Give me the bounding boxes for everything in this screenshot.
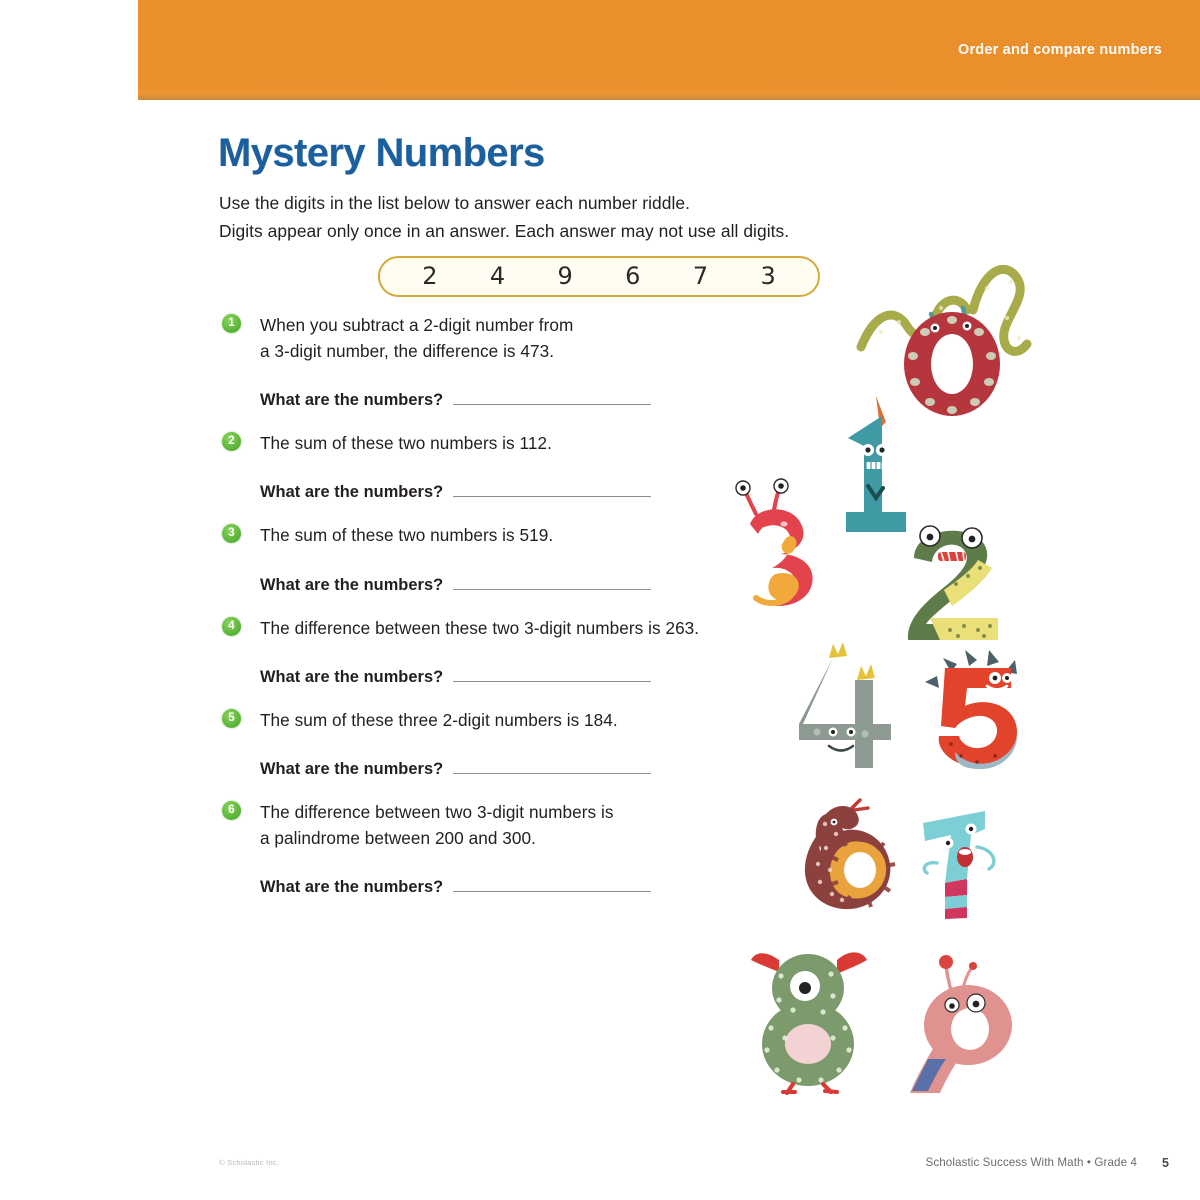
question-text [260,799,742,851]
question-text [260,522,742,548]
footer-copyright: © Scholastic Inc. [219,1158,280,1167]
footer-series-title: Scholastic Success With Math • Grade 4 [925,1156,1137,1169]
question-number-badge: 5 [222,709,241,728]
answer-blank-line[interactable] [453,680,651,682]
answer-prompt-label: What are the numbers? [260,575,444,594]
question-item [222,615,742,687]
page-title: Mystery Numbers [218,131,545,175]
five-monster-illustration [925,648,1035,778]
question-line: The difference between these two 3-digit numbers is 263. [260,617,700,638]
answer-blank-line[interactable] [453,588,651,590]
question-line: a 3-digit number, the difference is 473. [260,341,555,362]
footer-page-number: 5 [1162,1156,1169,1170]
answer-prompt-label: What are the numbers? [260,483,444,502]
header-category-label: Order and compare numbers [957,42,1162,58]
instruction-line-2: Digits appear only once in an answer. Each answer may not use all digits. [219,221,790,242]
answer-prompt-label: What are the numbers? [260,667,444,686]
question-number-badge: 4 [222,617,241,636]
answer-prompt-label: What are the numbers? [260,759,444,778]
question-text [260,312,742,364]
answer-blank-line[interactable] [453,772,651,774]
two-monster-icon [900,518,1015,643]
seven-monster-icon [915,805,1015,920]
question-line: a palindrome between 200 and 300. [260,827,536,848]
digit-item: 3 [760,261,776,290]
four-monster-illustration [795,640,915,775]
eight-monster-illustration [745,938,875,1093]
eight-monster-icon [745,938,875,1093]
header-band [138,0,1200,100]
nine-monster-illustration [900,955,1025,1095]
digit-list-box [378,256,820,297]
question-line: The sum of these three 2-digit numbers is 184. [260,709,618,730]
answer-prompt-label: What are the numbers? [260,391,444,410]
question-line: The difference between two 3-digit numbers is [260,801,614,822]
question-number-badge: 6 [222,801,241,820]
answer-row [260,576,742,595]
answer-row [260,878,742,897]
digit-item: 2 [422,261,438,290]
instructions [219,189,939,246]
question-text [260,707,742,733]
question-item [222,707,742,779]
answer-blank-line[interactable] [453,890,651,892]
answer-prompt-label: What are the numbers? [260,878,444,897]
answer-blank-line[interactable] [453,495,651,497]
digit-item: 7 [692,261,709,290]
instruction-line-1: Use the digits in the list below to answer each number riddle. [219,193,690,213]
five-monster-icon [925,648,1035,778]
answer-row [260,483,742,502]
question-line: When you subtract a 2-digit number from [260,315,574,335]
digit-item: 4 [489,261,506,290]
nine-monster-icon [900,955,1025,1095]
question-item [222,799,742,897]
answer-row [260,391,742,410]
question-item [222,312,742,410]
digit-item: 6 [625,261,641,290]
question-number-badge: 3 [222,524,241,543]
six-monster-illustration [792,798,917,913]
question-number-badge: 1 [222,314,241,333]
question-item [222,522,742,594]
answer-row [260,668,742,687]
question-line: The sum of these two numbers is 519. [260,525,554,546]
question-list [222,312,742,917]
question-item [222,430,742,502]
answer-row [260,760,742,779]
question-text [260,615,742,641]
seven-monster-illustration [915,805,1015,920]
question-number-badge: 2 [222,432,241,451]
digit-item: 9 [557,261,573,290]
question-text [260,430,742,456]
question-line: The sum of these two numbers is 112. [260,433,552,454]
six-monster-icon [792,798,917,913]
four-monster-icon [795,640,915,775]
answer-blank-line[interactable] [453,403,651,405]
two-monster-illustration [900,518,1015,643]
three-monster-illustration [732,480,852,620]
three-monster-icon [732,480,852,620]
